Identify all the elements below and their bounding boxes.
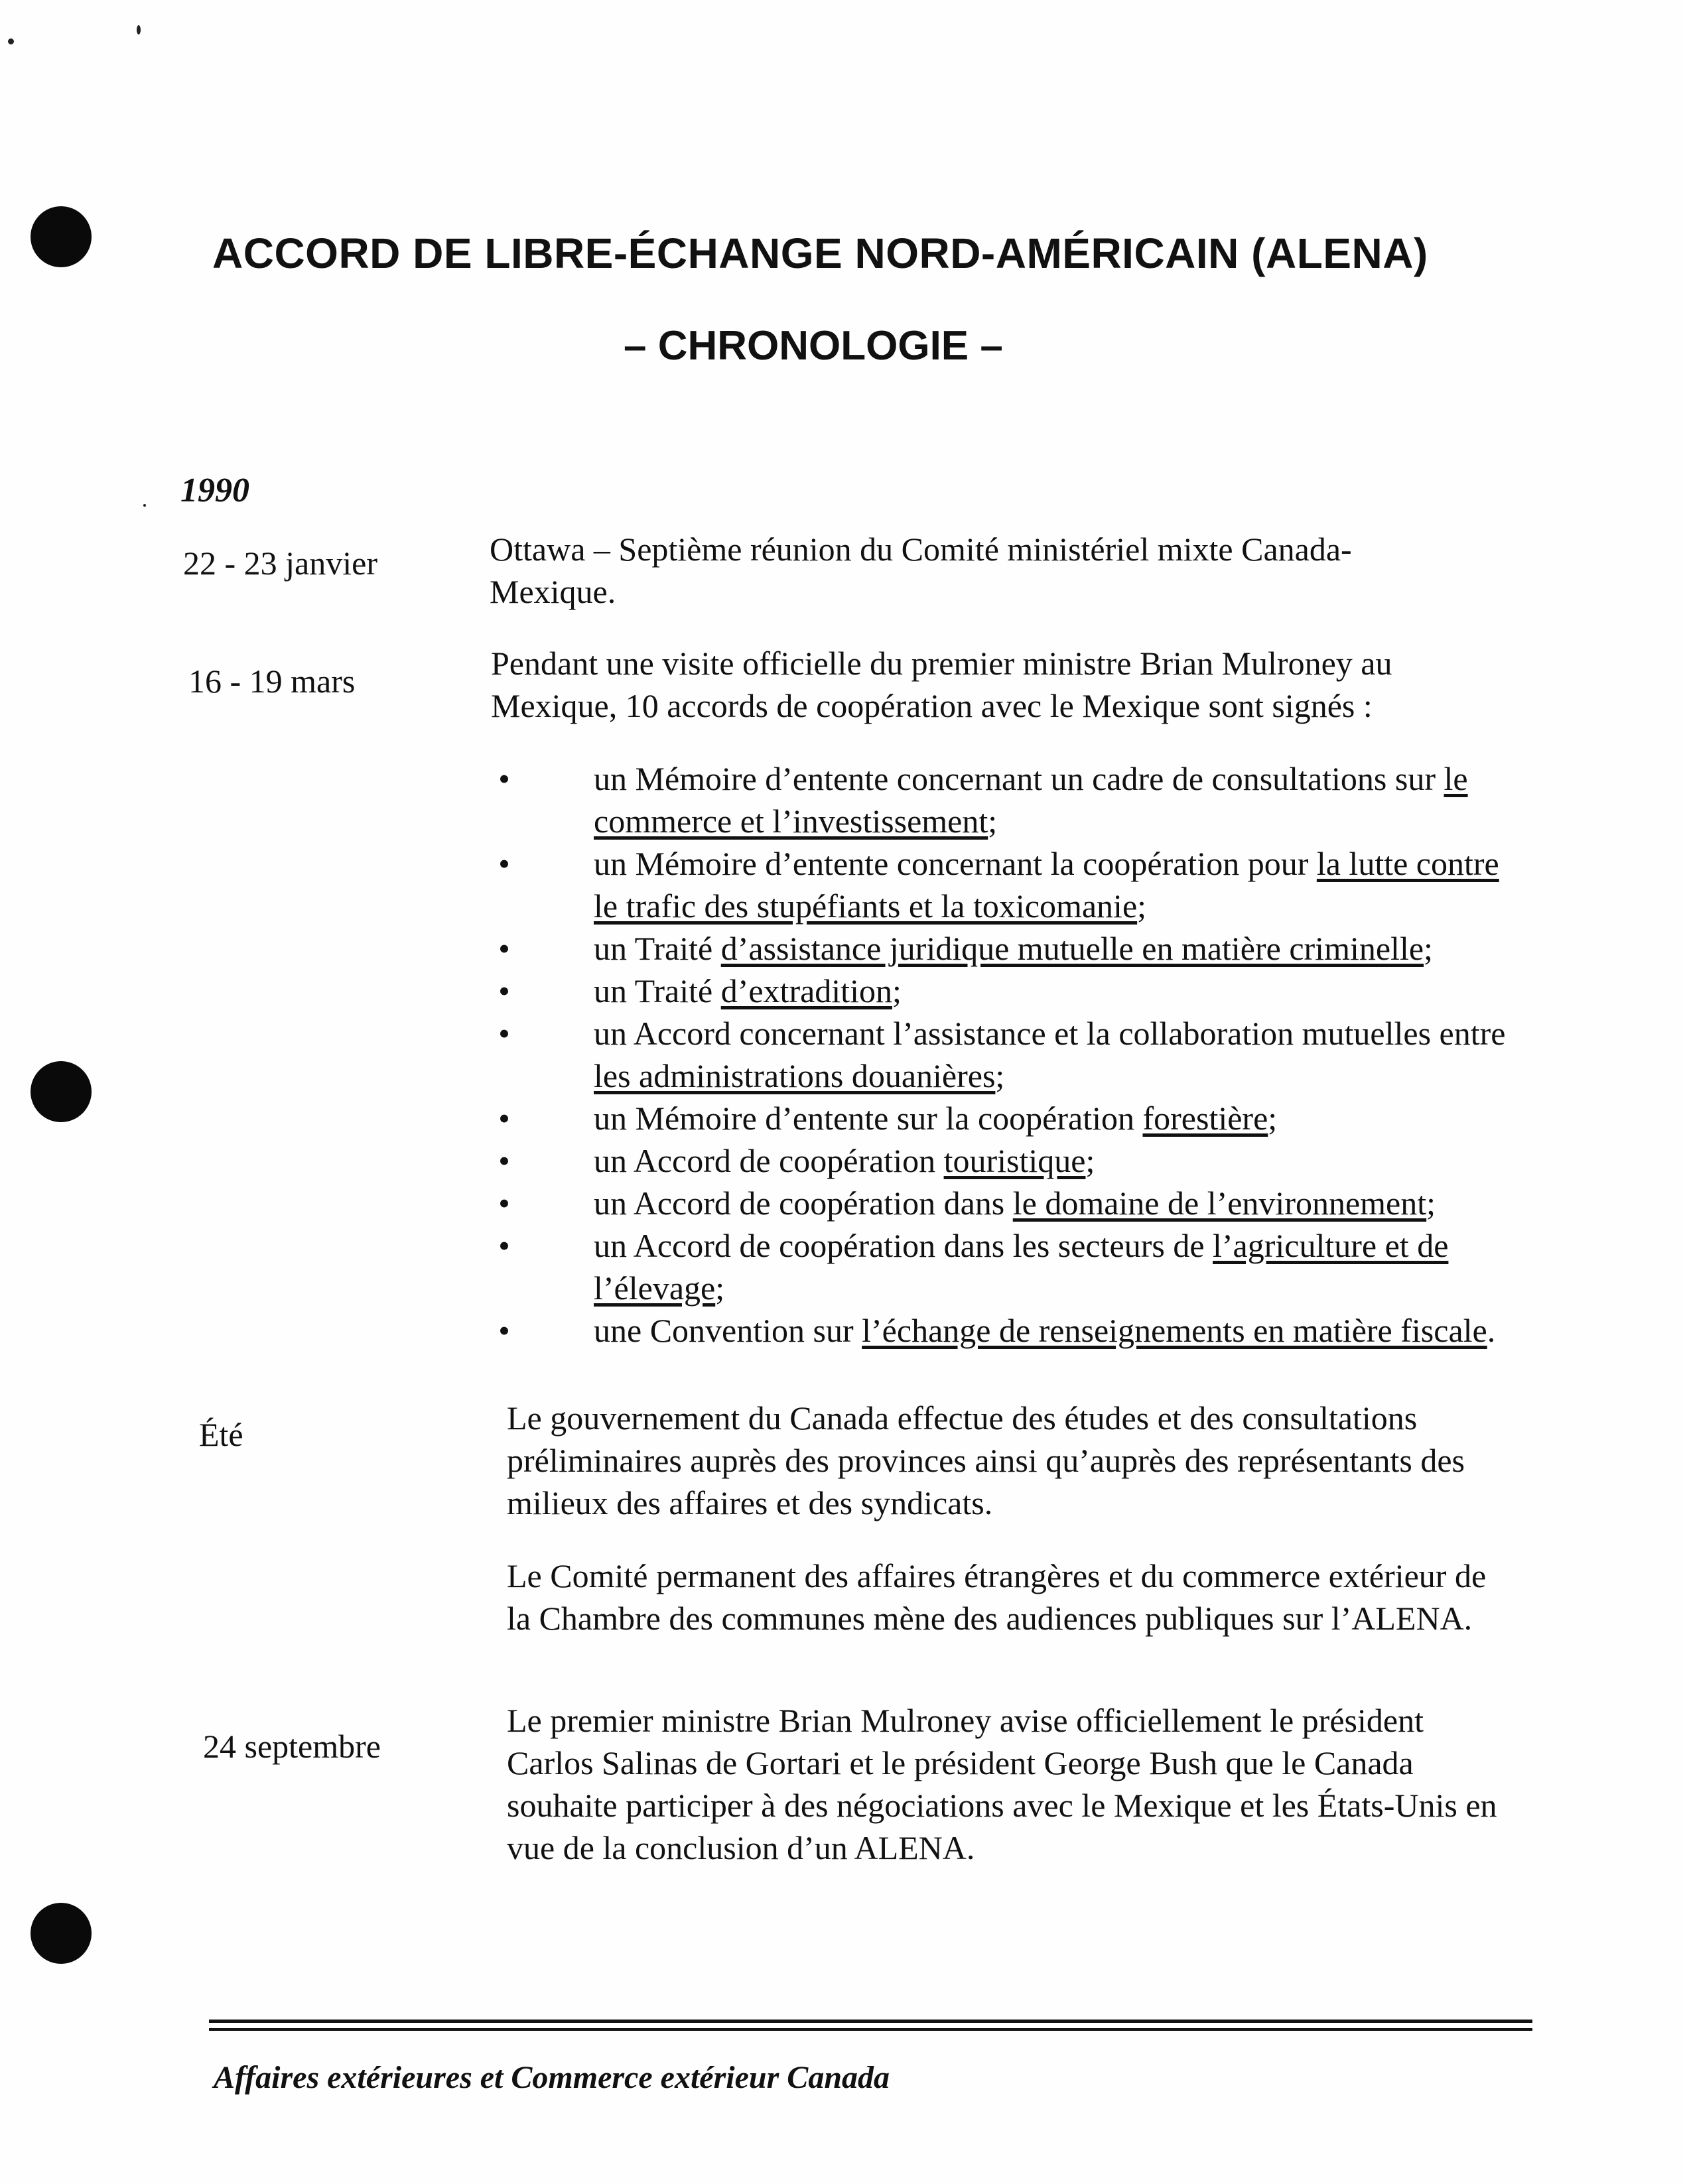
footer-rule (209, 2028, 1532, 2031)
scan-speck (137, 25, 141, 34)
list-item: • un Mémoire d’entente sur la coopération forestière; (491, 1097, 1526, 1139)
document-title: ACCORD DE LIBRE-ÉCHANGE NORD-AMÉRICAIN (ALENA) (212, 229, 1428, 277)
bullet-icon: • (498, 1185, 510, 1222)
bullet-icon: • (498, 1100, 510, 1137)
list-item: • un Accord de coopération dans le domaine de l’environnement; (491, 1182, 1526, 1224)
entry-text: Pendant une visite officielle du premier ministre Brian Mulroney au Mexique, 10 accords de coopération avec le Mexique sont signés : (491, 645, 1392, 724)
paragraph: Le gouvernement du Canada effectue des études et des consultations préliminaires auprès des provinces ainsi qu’auprès des représentants des milieux des affaires et des syndicats. (507, 1399, 1465, 1521)
paragraph: Le Comité permanent des affaires étrangères et du commerce extérieur de la Chambre des communes mène des audiences publiques sur l’ALENA. (507, 1557, 1487, 1637)
bullet-icon: • (498, 760, 510, 797)
binder-hole (31, 206, 92, 267)
list-item: • un Traité d’assistance juridique mutuelle en matière criminelle; (491, 927, 1526, 970)
bullet-icon: • (498, 1142, 510, 1179)
footer-text: Affaires extérieures et Commerce extérieur Canada (214, 2060, 890, 2095)
entry-date: 16 - 19 mars (188, 663, 356, 700)
binder-hole (31, 1061, 92, 1122)
binder-hole (31, 1903, 92, 1964)
list-item: • un Mémoire d’entente concernant la coopération pour la lutte contre le trafic des stupéfiants et la toxicomanie; (491, 842, 1526, 927)
entry-date: 24 septembre (203, 1728, 381, 1765)
scan-speck (8, 38, 14, 44)
list-item: • un Accord concernant l’assistance et la collaboration mutuelles entre les administrations douanières; (491, 1012, 1526, 1097)
bullet-icon: • (498, 1015, 510, 1052)
list-item: • une Convention sur l’échange de renseignements en matière fiscale. (491, 1309, 1526, 1352)
entry-text: Ottawa – Septième réunion du Comité ministériel mixte Canada-Mexique. (490, 531, 1352, 610)
list-item: • un Accord de coopération touristique; (491, 1139, 1526, 1182)
entry-date: Été (199, 1416, 243, 1453)
list-item: • un Mémoire d’entente concernant un cadre de consultations sur le commerce et l’investissement; (491, 757, 1526, 842)
bullet-icon: • (498, 1227, 510, 1264)
bullet-icon: • (498, 972, 510, 1009)
document-subtitle: – CHRONOLOGIE – (624, 323, 1003, 369)
list-item: • un Traité d’extradition; (491, 970, 1526, 1012)
year-heading: 1990 (180, 472, 249, 509)
scan-speck (143, 504, 146, 507)
bullet-icon: • (498, 930, 510, 967)
entry-text (507, 1397, 1515, 1639)
agreements-list (491, 757, 1526, 1352)
footer-rule (209, 2020, 1532, 2023)
entry-date: 22 - 23 janvier (183, 545, 377, 582)
bullet-icon: • (498, 1312, 510, 1349)
bullet-icon: • (498, 845, 510, 882)
entry-text: Le premier ministre Brian Mulroney avise officiellement le président Carlos Salinas de Gortari et le président George Bush que le Canada souhaite participer à des négociations avec le Mexique et les États-Unis en vue de la conclusion d’un ALENA. (507, 1702, 1497, 1866)
list-item: • un Accord de coopération dans les secteurs de l’agriculture et de l’élevage; (491, 1224, 1526, 1309)
